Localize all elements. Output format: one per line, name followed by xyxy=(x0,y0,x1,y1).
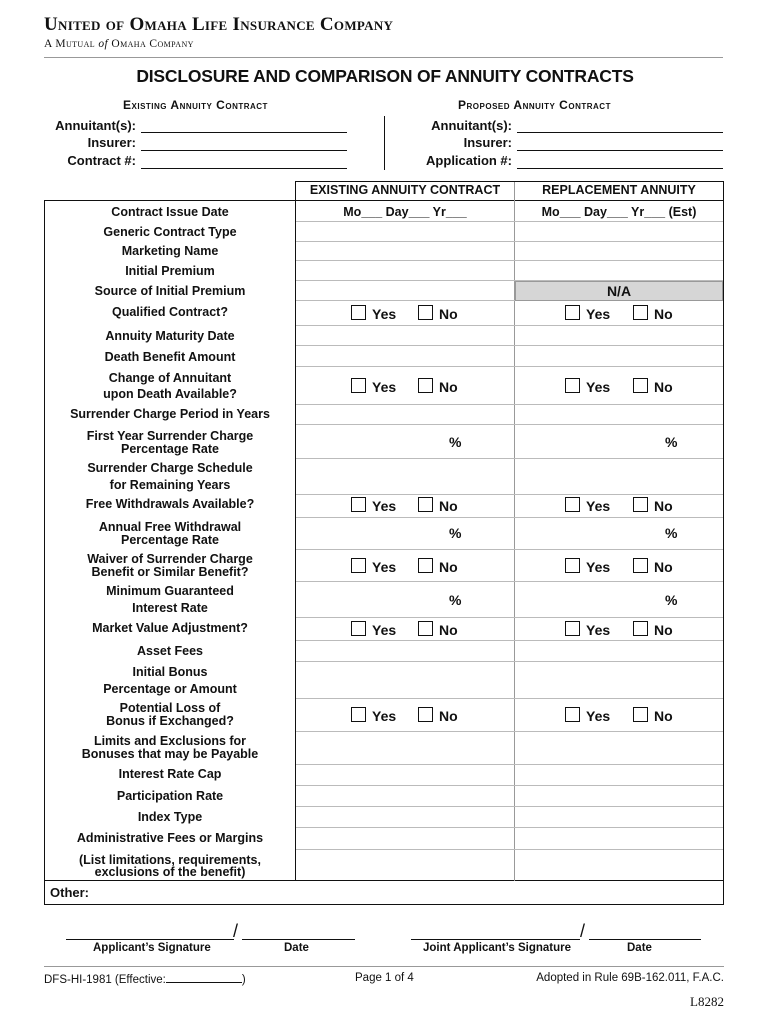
no-label: No xyxy=(654,498,673,514)
row-line xyxy=(296,661,723,662)
no-label: No xyxy=(439,622,458,638)
no-label: No xyxy=(654,559,673,575)
joint-date-line[interactable] xyxy=(589,939,701,940)
row-annuity-maturity-date: Annuity Maturity Date xyxy=(105,329,235,343)
free-withdrawals-existing-yes-checkbox[interactable] xyxy=(351,497,366,512)
yes-label: Yes xyxy=(586,498,611,514)
row-contract-issue-date: Contract Issue Date xyxy=(111,205,229,219)
row-source-initial-premium: Source of Initial Premium xyxy=(94,284,246,298)
company-subtitle: A Mutual of Omaha Company xyxy=(44,38,194,50)
row-line xyxy=(296,849,723,850)
row-free-withdrawals: Free Withdrawals Available? xyxy=(85,497,255,511)
existing-issue-date[interactable]: Mo___ Day___ Yr___ xyxy=(343,205,467,219)
yes-label: Yes xyxy=(586,306,611,322)
no-label: No xyxy=(654,708,673,724)
waiver-existing-yes-checkbox[interactable] xyxy=(351,558,366,573)
change-annuitant-replacement-yes-checkbox[interactable] xyxy=(565,378,580,393)
existing-contract-heading: Existing Annuity Contract xyxy=(123,98,268,112)
row-interest-rate-cap: Interest Rate Cap xyxy=(118,767,222,781)
row-line xyxy=(296,366,723,367)
replacement-withdrawal-percent: % xyxy=(665,525,678,541)
existing-contract-field[interactable] xyxy=(141,168,347,169)
row-initial-bonus-2: Percentage or Amount xyxy=(103,682,237,696)
bonus-loss-existing-yes-checkbox[interactable] xyxy=(351,707,366,722)
sig-slash-2: / xyxy=(580,921,586,941)
bonus-loss-existing-no-checkbox[interactable] xyxy=(418,707,433,722)
row-line xyxy=(296,640,723,641)
replacement-interest-percent: % xyxy=(665,592,678,608)
column-header-top xyxy=(295,181,723,182)
table-right-header-edge xyxy=(723,181,724,201)
row-qualified-contract: Qualified Contract? xyxy=(112,305,228,319)
row-index-type: Index Type xyxy=(137,810,203,824)
row-initial-premium: Initial Premium xyxy=(125,264,215,278)
qualified-replacement-yes-checkbox[interactable] xyxy=(565,305,580,320)
section-divider xyxy=(384,116,385,170)
row-line xyxy=(296,494,723,495)
yes-label: Yes xyxy=(372,498,397,514)
row-line xyxy=(296,698,723,699)
applicant-signature-label: Applicant’s Signature xyxy=(93,942,211,954)
proposed-application-field[interactable] xyxy=(517,168,723,169)
applicant-date-label: Date xyxy=(284,942,309,954)
row-first-year-surrender-2: Percentage Rate xyxy=(121,442,219,456)
existing-annuitants-field[interactable] xyxy=(141,132,347,133)
row-potential-loss-bonus: Potential Loss of xyxy=(119,701,221,715)
no-label: No xyxy=(654,379,673,395)
row-line xyxy=(296,764,723,765)
replacement-issue-date[interactable]: Mo___ Day___ Yr___ (Est) xyxy=(541,205,697,219)
change-annuitant-existing-no-checkbox[interactable] xyxy=(418,378,433,393)
row-line xyxy=(296,260,723,261)
row-change-of-annuitant-2: upon Death Available? xyxy=(103,387,237,401)
row-admin-fees-2: (List limitations, requirements, xyxy=(79,853,261,867)
proposed-application-label: Application #: xyxy=(426,153,512,168)
proposed-insurer-field[interactable] xyxy=(517,150,723,151)
row-admin-fees: Administrative Fees or Margins xyxy=(76,831,264,845)
row-waiver-surrender-2: Benefit or Similar Benefit? xyxy=(91,565,249,579)
free-withdrawals-replacement-yes-checkbox[interactable] xyxy=(565,497,580,512)
yes-label: Yes xyxy=(372,622,397,638)
footer-divider xyxy=(44,966,724,967)
row-line xyxy=(296,517,723,518)
yes-label: Yes xyxy=(586,622,611,638)
free-withdrawals-replacement-no-checkbox[interactable] xyxy=(633,497,648,512)
applicant-date-line[interactable] xyxy=(242,939,355,940)
other-field[interactable] xyxy=(44,880,724,905)
na-cell: N/A xyxy=(515,281,723,301)
replacement-surrender-percent: % xyxy=(665,434,678,450)
row-asset-fees: Asset Fees xyxy=(136,644,203,658)
row-line xyxy=(296,424,723,425)
no-label: No xyxy=(439,306,458,322)
no-label: No xyxy=(654,306,673,322)
row-surrender-schedule: Surrender Charge Schedule xyxy=(87,461,253,475)
qualified-existing-no-checkbox[interactable] xyxy=(418,305,433,320)
row-change-of-annuitant: Change of Annuitant xyxy=(108,371,232,385)
yes-label: Yes xyxy=(372,708,397,724)
row-participation-rate: Participation Rate xyxy=(116,789,224,803)
other-label: Other: xyxy=(50,885,89,900)
no-label: No xyxy=(439,559,458,575)
joint-signature-label: Joint Applicant’s Signature xyxy=(423,942,572,954)
row-potential-loss-bonus-2: Bonus if Exchanged? xyxy=(106,714,234,728)
row-death-benefit-amount: Death Benefit Amount xyxy=(104,350,236,364)
row-admin-fees-3: exclusions of the benefit) xyxy=(94,865,246,879)
mva-existing-yes-checkbox[interactable] xyxy=(351,621,366,636)
row-line xyxy=(296,731,723,732)
waiver-replacement-yes-checkbox[interactable] xyxy=(565,558,580,573)
row-line xyxy=(296,325,723,326)
company-name: United of Omaha Life Insurance Company xyxy=(44,14,394,35)
row-line xyxy=(296,827,723,828)
row-surrender-charge-period: Surrender Charge Period in Years xyxy=(70,407,270,421)
rule-reference: Adopted in Rule 69B-162.011, F.A.C. xyxy=(536,972,724,984)
change-annuitant-existing-yes-checkbox[interactable] xyxy=(351,378,366,393)
waiver-existing-no-checkbox[interactable] xyxy=(418,558,433,573)
row-annual-free-withdrawal: Annual Free Withdrawal xyxy=(98,520,242,534)
waiver-replacement-no-checkbox[interactable] xyxy=(633,558,648,573)
row-line xyxy=(296,617,723,618)
form-title: DISCLOSURE AND COMPARISON OF ANNUITY CONTRACTS xyxy=(136,66,634,86)
proposed-insurer-label: Insurer: xyxy=(463,135,512,150)
proposed-contract-heading: Proposed Annuity Contract xyxy=(458,98,611,112)
header-divider xyxy=(44,57,723,58)
row-line xyxy=(296,806,723,807)
bonus-loss-replacement-yes-checkbox[interactable] xyxy=(565,707,580,722)
existing-withdrawal-percent: % xyxy=(449,525,462,541)
mva-replacement-yes-checkbox[interactable] xyxy=(565,621,580,636)
row-line xyxy=(296,221,723,222)
yes-label: Yes xyxy=(372,306,397,322)
existing-column-header: EXISTING ANNUITY CONTRACT xyxy=(309,183,501,197)
yes-label: Yes xyxy=(372,379,397,395)
no-label: No xyxy=(439,379,458,395)
row-waiver-surrender: Waiver of Surrender Charge xyxy=(87,552,253,566)
row-initial-bonus: Initial Bonus xyxy=(132,665,208,679)
form-number: DFS-HI-1981 (Effective: ) xyxy=(44,974,246,986)
replacement-column-header: REPLACEMENT ANNUITY xyxy=(542,183,696,197)
row-line xyxy=(296,785,723,786)
applicant-signature-line[interactable] xyxy=(66,939,234,940)
yes-label: Yes xyxy=(586,708,611,724)
row-generic-contract-type: Generic Contract Type xyxy=(103,225,237,239)
row-min-guaranteed: Minimum Guaranteed xyxy=(106,584,234,598)
form-code: L8282 xyxy=(690,994,724,1009)
proposed-annuitants-label: Annuitant(s): xyxy=(431,118,512,133)
change-annuitant-replacement-no-checkbox[interactable] xyxy=(633,378,648,393)
qualified-replacement-no-checkbox[interactable] xyxy=(633,305,648,320)
row-line xyxy=(296,345,723,346)
existing-insurer-field[interactable] xyxy=(141,150,347,151)
proposed-annuitants-field[interactable] xyxy=(517,132,723,133)
no-label: No xyxy=(439,708,458,724)
existing-surrender-percent: % xyxy=(449,434,462,450)
sig-slash-1: / xyxy=(233,921,239,941)
joint-signature-line[interactable] xyxy=(411,939,580,940)
yes-label: Yes xyxy=(586,559,611,575)
effective-date-field[interactable] xyxy=(166,972,242,983)
row-limits-exclusions-2: Bonuses that may be Payable xyxy=(81,747,259,761)
existing-annuitants-label: Annuitant(s): xyxy=(55,118,136,133)
row-annual-free-withdrawal-2: Percentage Rate xyxy=(121,533,219,547)
page-number: Page 1 of 4 xyxy=(355,972,414,984)
yes-label: Yes xyxy=(372,559,397,575)
row-first-year-surrender: First Year Surrender Charge xyxy=(86,429,254,443)
no-label: No xyxy=(439,498,458,514)
row-line xyxy=(296,549,723,550)
row-surrender-schedule-2: for Remaining Years xyxy=(109,478,231,492)
existing-interest-percent: % xyxy=(449,592,462,608)
qualified-existing-yes-checkbox[interactable] xyxy=(351,305,366,320)
no-label: No xyxy=(654,622,673,638)
row-line xyxy=(296,458,723,459)
bonus-loss-replacement-no-checkbox[interactable] xyxy=(633,707,648,722)
mva-replacement-no-checkbox[interactable] xyxy=(633,621,648,636)
row-min-guaranteed-2: Interest Rate xyxy=(132,601,208,615)
row-line xyxy=(296,581,723,582)
row-line xyxy=(296,241,723,242)
row-line xyxy=(296,404,723,405)
row-limits-exclusions: Limits and Exclusions for xyxy=(93,734,247,748)
existing-contract-label: Contract #: xyxy=(67,153,136,168)
joint-date-label: Date xyxy=(627,942,652,954)
yes-label: Yes xyxy=(586,379,611,395)
row-marketing-name: Marketing Name xyxy=(121,244,219,258)
free-withdrawals-existing-no-checkbox[interactable] xyxy=(418,497,433,512)
mva-existing-no-checkbox[interactable] xyxy=(418,621,433,636)
existing-insurer-label: Insurer: xyxy=(87,135,136,150)
row-market-value-adjustment: Market Value Adjustment? xyxy=(92,621,248,635)
